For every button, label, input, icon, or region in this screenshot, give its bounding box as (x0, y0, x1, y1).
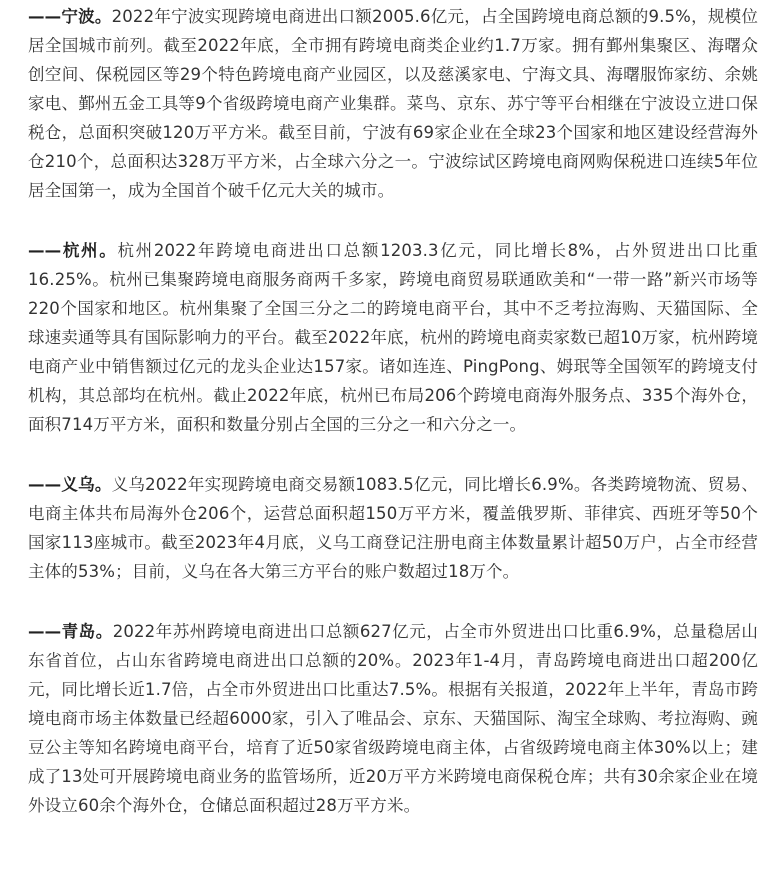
paragraph-text-qingdao: 2022年苏州跨境电商进出口总额627亿元，占全市外贸进出口比重6.9%，总量稳居山东省首位，占山东省跨境电商进出口总额的20%。2023年1-4月，青岛跨境电商进出口超200亿元，同比增长近1.7倍，占全市外贸进出口比重达7.5%。根据有关报道，2022年上半年，青岛市跨境电商市场主体数量已经超6000家，引入了唯品会、京东、天猫国际、淘宝全球购、考拉海购、豌豆公主等知名跨境电商平台，培育了近50家省级跨境电商主体，占省级跨境电商主体30%以上；建成了13处可开展跨境电商业务的监管场所，近20万平方米跨境电商保税仓库；共有30余家企业在境外设立60余个海外仓，仓储总面积超过28万平方米。 (28, 622, 759, 815)
paragraph-hangzhou (28, 236, 758, 439)
section-hangzhou (28, 236, 758, 439)
paragraph-text-hangzhou: 杭州2022年跨境电商进出口总额1203.3亿元，同比增长8%，占外贸进出口比重16.25%。杭州已集聚跨境电商服务商两千多家，跨境电商贸易联通欧美和“一带一路”新兴市场等220个国家和地区。杭州集聚了全国三分之二的跨境电商平台，其中不乏考拉海购、天猫国际、全球速卖通等具有国际影响力的平台。截至2022年底，杭州的跨境电商卖家数已超10万家，杭州跨境电商产业中销售额过亿元的龙头企业达157家。诸如连连、PingPong、姆珉等全国领军的跨境支付机构，其总部均在杭州。截止2022年底，杭州已布局206个跨境电商海外服务点、335个海外仓，面积714万平方米，面积和数量分别占全国的三分之一和六分之一。 (28, 241, 758, 434)
city-heading-yiwu: ——义乌。 (28, 475, 112, 494)
section-yiwu (28, 470, 758, 586)
city-heading-ningbo: ——宁波。 (28, 7, 112, 26)
city-heading-hangzhou: ——杭州。 (28, 241, 118, 260)
section-ningbo (28, 2, 758, 205)
paragraph-qingdao (28, 617, 758, 820)
section-qingdao (28, 617, 758, 820)
city-heading-qingdao: ——青岛。 (28, 622, 113, 641)
paragraph-text-yiwu: 义乌2022年实现跨境电商交易额1083.5亿元，同比增长6.9%。各类跨境物流、贸易、电商主体共布局海外仓206个，运营总面积超150万平方米，覆盖俄罗斯、菲律宾、西班牙等50个国家113座城市。截至2023年4月底，义乌工商登记注册电商主体数量累计超50万户，占全市经营主体的53%；目前，义乌在各大第三方平台的账户数超过18万个。 (28, 475, 758, 581)
paragraph-text-ningbo: 2022年宁波实现跨境电商进出口额2005.6亿元，占全国跨境电商总额的9.5%，规模位居全国城市前列。截至2022年底，全市拥有跨境电商类企业约1.7万家。拥有鄞州集聚区、海曙众创空间、保税园区等29个特色跨境电商产业园区，以及慈溪家电、宁海文具、海曙服饰家纺、余姚家电、鄞州五金工具等9个省级跨境电商产业集群。菜鸟、京东、苏宁等平台相继在宁波设立进口保税仓，总面积突破120万平方米。截至目前，宁波有69家企业在全球23个国家和地区建设经营海外仓210个，总面积达328万平方米，占全球六分之一。宁波综试区跨境电商网购保税进口连续5年位居全国第一，成为全国首个破千亿元大关的城市。 (28, 7, 758, 200)
paragraph-yiwu (28, 470, 758, 586)
paragraph-ningbo (28, 2, 758, 205)
